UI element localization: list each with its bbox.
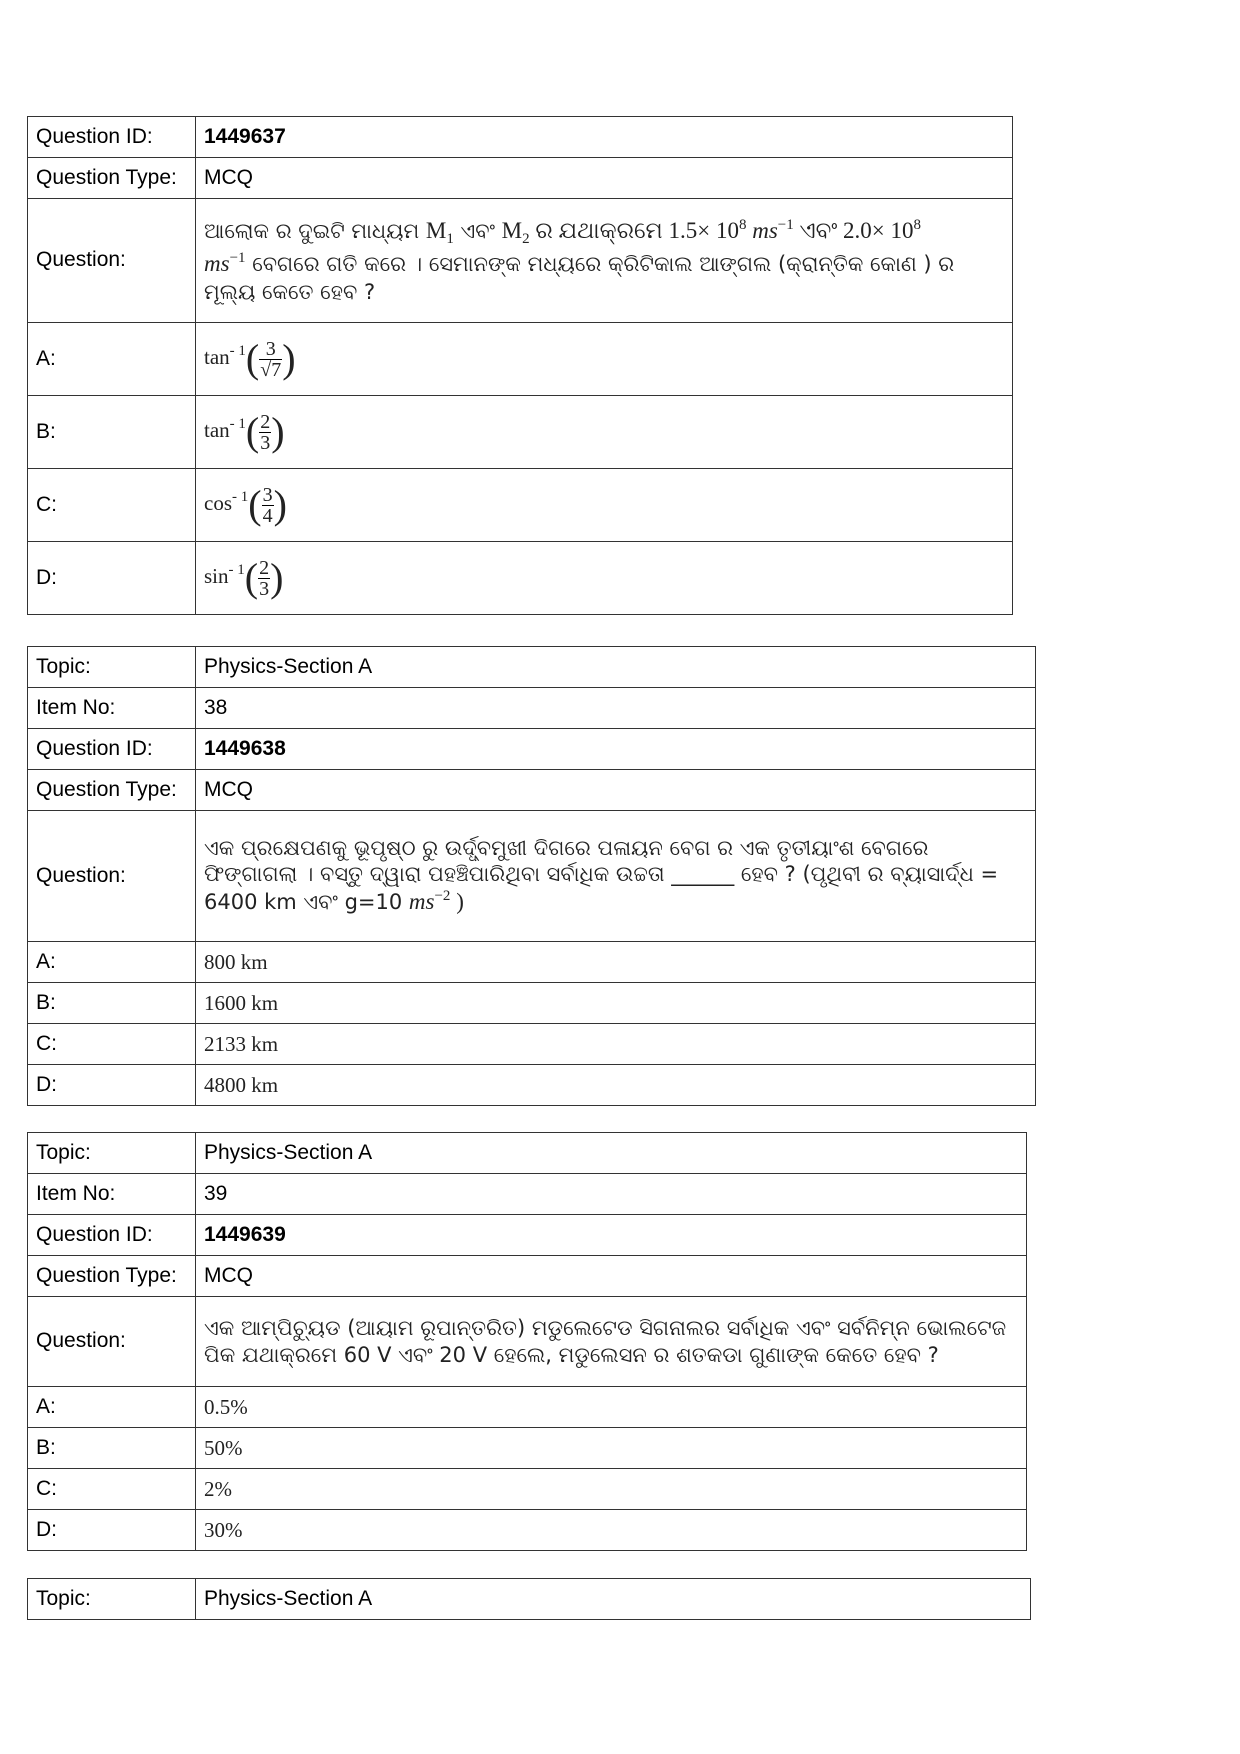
option-d-label: D: xyxy=(28,542,196,615)
option-b-value: 50% xyxy=(196,1428,1027,1469)
question-type-value: MCQ xyxy=(196,770,1036,811)
option-a-label: A: xyxy=(28,942,196,983)
topic-label: Topic: xyxy=(28,1133,196,1174)
question-label: Question: xyxy=(28,811,196,942)
option-d-value: 4800 km xyxy=(196,1065,1036,1106)
option-b-label: B: xyxy=(28,983,196,1024)
option-d-label: D: xyxy=(28,1065,196,1106)
option-a-value: 800 km xyxy=(196,942,1036,983)
question-text: ଆଲୋକ ର ଦୁଇଟି ମାଧ୍ୟମ $M_1$ ଏବଂ $M_2$ ର ଯଥାକ୍ରମେ $1.5\times 10^8$ $ms^{-1}$ ଏବଂ $2.0\times 10^8$ $ms^{-1}$ ବେଗରେ ଗତି କରେ । ସେମାନଙ୍କ ମଧ୍ୟରେ କ୍ରିଟିକାଲ ଆଙ୍ଗଲ (କ୍ରାନ୍ତିକ କୋଣ ) ର ମୂଲ୍ୟ କେତେ ହେବ ? xyxy=(196,199,1013,323)
option-a-label: A: xyxy=(28,1387,196,1428)
question-type-label: Question Type: xyxy=(28,1256,196,1297)
option-b-label: B: xyxy=(28,1428,196,1469)
option-a-value: 0.5% xyxy=(196,1387,1027,1428)
question-table-1449639 xyxy=(27,1132,1027,1551)
question-table-1449637 xyxy=(27,116,1013,615)
question-table-1449638 xyxy=(27,646,1036,1106)
item-no-label: Item No: xyxy=(28,1174,196,1215)
question-table-next xyxy=(27,1578,1031,1620)
option-d-value: $\sin^{- 1}$( $\frac{2}{3}$ ) xyxy=(196,542,1013,615)
option-b-value: $\tan^{- 1}$( $\frac{2}{3}$ ) xyxy=(196,396,1013,469)
option-b-value: 1600 km xyxy=(196,983,1036,1024)
question-type-label: Question Type: xyxy=(28,770,196,811)
question-id-value: 1449638 xyxy=(196,729,1036,770)
item-no-value: 39 xyxy=(196,1174,1027,1215)
option-c-value: 2133 km xyxy=(196,1024,1036,1065)
option-a-value: $\tan^{- 1}$( $\frac{3}{√7}$ ) xyxy=(196,323,1013,396)
question-type-value: MCQ xyxy=(196,1256,1027,1297)
topic-value: Physics-Section A xyxy=(196,647,1036,688)
question-text: ଏକ ପ୍ରକ୍ଷେପଣକୁ ଭୂପୃଷ୍ଠ ରୁ ଉର୍ଦ୍ଧ୍ବମୁଖୀ ଦିଗରେ ପଳାୟନ ବେଗ ର ଏକ ତୃତୀୟାଂଶ ବେଗରେ ଫିଙ୍ଗାଗଲା । ବସ୍ତୁ ଦ୍ୱାରା ପହଞ୍ଚିପାରିଥିବା ସର୍ବାଧିକ ଉଚ୍ଚତା ______ ହେବ ? (ପୃଥିବୀ ର ବ୍ୟାସାର୍ଦ୍ଧ = 6400 km ଏବଂ g=10 $ms^{-2}$ ) xyxy=(196,811,1036,942)
option-b-label: B: xyxy=(28,396,196,469)
option-c-value: 2% xyxy=(196,1469,1027,1510)
option-c-label: C: xyxy=(28,1024,196,1065)
option-c-label: C: xyxy=(28,469,196,542)
question-text: ଏକ ଆମ୍ପିଚ୍ୟୁଡ (ଆୟାମ ରୂପାନ୍ତରିତ) ମଡୁଲେଟେଡ ସିଗନାଲର ସର୍ବାଧିକ ଏବଂ ସର୍ବନିମ୍ନ ଭୋଲଟେଜ ପିକ ଯଥାକ୍ରମେ 60 V ଏବଂ 20 V ହେଲେ, ମଡୁଲେସନ ର ଶତକଡା ଗୁଣାଙ୍କ କେତେ ହେବ ? xyxy=(196,1297,1027,1387)
topic-value: Physics-Section A xyxy=(196,1579,1031,1620)
question-label: Question: xyxy=(28,1297,196,1387)
question-id-value: 1449639 xyxy=(196,1215,1027,1256)
option-d-label: D: xyxy=(28,1510,196,1551)
question-type-value: MCQ xyxy=(196,158,1013,199)
topic-value: Physics-Section A xyxy=(196,1133,1027,1174)
question-id-label: Question ID: xyxy=(28,1215,196,1256)
option-c-value: $\cos^{- 1}$( $\frac{3}{4}$ ) xyxy=(196,469,1013,542)
option-a-label: A: xyxy=(28,323,196,396)
question-id-value: 1449637 xyxy=(196,117,1013,158)
item-no-value: 38 xyxy=(196,688,1036,729)
topic-label: Topic: xyxy=(28,1579,196,1620)
option-d-value: 30% xyxy=(196,1510,1027,1551)
topic-label: Topic: xyxy=(28,647,196,688)
question-type-label: Question Type: xyxy=(28,158,196,199)
item-no-label: Item No: xyxy=(28,688,196,729)
question-label: Question: xyxy=(28,199,196,323)
question-id-label: Question ID: xyxy=(28,117,196,158)
question-id-label: Question ID: xyxy=(28,729,196,770)
option-c-label: C: xyxy=(28,1469,196,1510)
